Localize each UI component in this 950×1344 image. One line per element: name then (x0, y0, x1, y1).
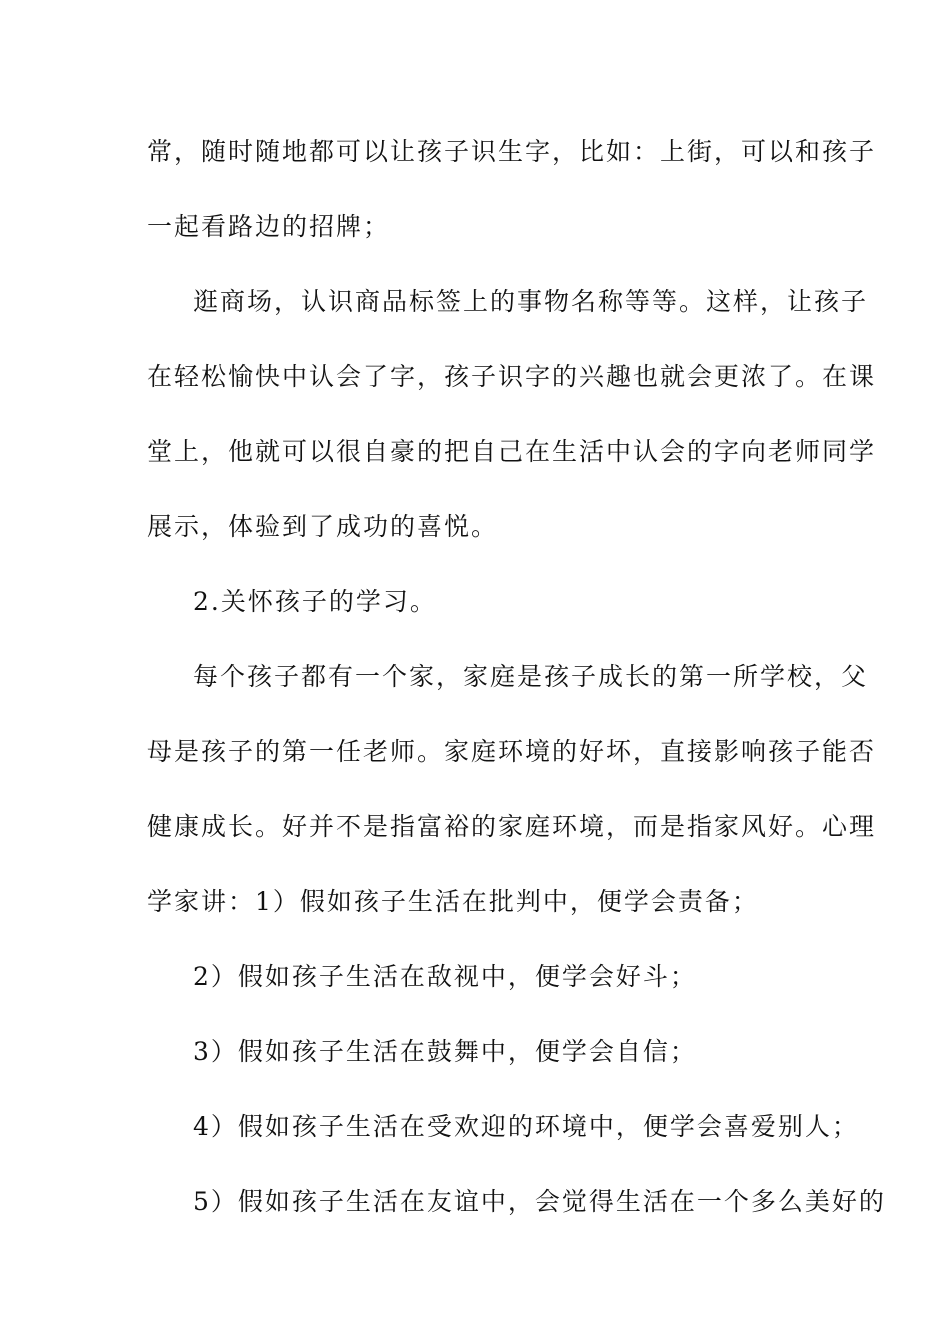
list-item: 5）假如孩子生活在友谊中，会觉得生活在一个多么美好的 (193, 1187, 886, 1216)
text-line: 在轻松愉快中认会了字，孩子识字的兴趣也就会更浓了。在课 (147, 362, 877, 391)
text-line: 母是孩子的第一任老师。家庭环境的好坏，直接影响孩子能否 (147, 737, 877, 766)
paragraph-start-line: 逛商场，认识商品标签上的事物名称等等。这样，让孩子 (193, 287, 869, 316)
text-line: 堂上，他就可以很自豪的把自己在生活中认会的字向老师同学 (147, 437, 877, 466)
text-line: 展示，体验到了成功的喜悦。 (147, 512, 499, 541)
section-heading: 2.关怀孩子的学习。 (193, 587, 437, 616)
paragraph-start-line: 每个孩子都有一个家，家庭是孩子成长的第一所学校，父 (193, 662, 869, 691)
text-line: 学家讲：1）假如孩子生活在批判中，便学会责备； (147, 887, 759, 916)
text-line: 一起看路边的招牌； (147, 212, 391, 241)
list-item: 3）假如孩子生活在鼓舞中，便学会自信； (193, 1037, 697, 1066)
list-item: 4）假如孩子生活在受欢迎的环境中，便学会喜爱别人； (193, 1112, 859, 1141)
text-line: 健康成长。好并不是指富裕的家庭环境，而是指家风好。心理 (147, 812, 877, 841)
list-item: 2）假如孩子生活在敌视中，便学会好斗； (193, 962, 697, 991)
text-line: 常，随时随地都可以让孩子识生字，比如：上街，可以和孩子 (147, 137, 877, 166)
